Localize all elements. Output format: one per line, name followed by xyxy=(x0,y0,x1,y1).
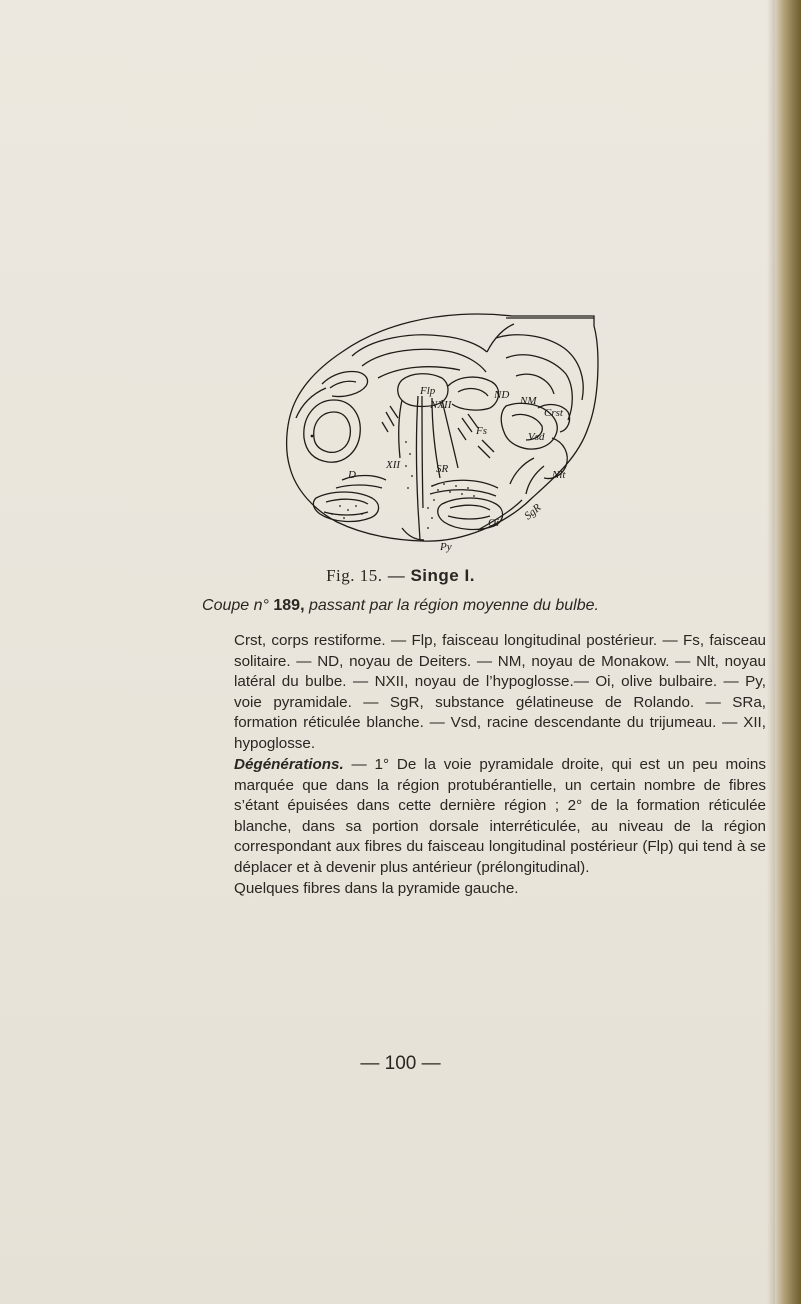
book-edge xyxy=(775,0,801,1304)
label-xii: XII xyxy=(386,459,401,471)
label-vsd: Vsd xyxy=(528,431,545,443)
section-title-suffix: passant par la région moyenne du bulbe. xyxy=(308,597,599,614)
label-oi: Oi xyxy=(488,517,499,529)
degenerations-text: — 1° De la voie pyramidale droite, qui est un peu moins marquée que dans la région protubérantielle, un certain nombre de fibres s’étant épuisées dans cette dernière région ; 2° de la formation réticulée blanche, dans sa portion dorsale interréticulée, au niveau de la région correspondant aux fibres du faisceau longitudinal postérieur (Flp) qui tend à se déplacer et à devenir plus antérieur (prélongitudinal). xyxy=(234,756,766,876)
section-title-prefix: Coupe n° xyxy=(202,597,269,614)
page-edge-shadow xyxy=(767,0,775,1304)
label-nm: NM xyxy=(520,395,537,407)
section-title xyxy=(0,597,801,615)
label-crst: Crst xyxy=(544,407,563,419)
page-number: — 100 — xyxy=(360,1053,441,1074)
degenerations-heading: Dégénérations. xyxy=(234,756,344,773)
legend-paragraph: Crst, corps restiforme. — Flp, faisceau longitudinal postérieur. — Fs, faisceau solitaire. — ND, noyau de Deiters. — NM, noyau de Monakow. — Nlt, noyau latéral du bulbe. — NXII, noyau de l’hypoglosse.— Oi, olive bulbaire. — Py, voie pyramidale. — SgR, substance gélatineuse de Rolando. — SRa, formation réticulée blanche. — Vsd, racine descendante du trijumeau. — XII, hypoglosse. xyxy=(234,632,766,752)
label-nlt: Nlt xyxy=(552,469,566,481)
brainstem-section-figure xyxy=(282,308,602,563)
closing-paragraph: Quelques fibres dans la pyramide gauche. xyxy=(234,880,519,897)
label-nxii: NXII xyxy=(430,399,452,411)
label-d: D xyxy=(348,469,356,481)
label-sr: SR xyxy=(436,463,449,475)
section-number: 189, xyxy=(273,597,305,614)
outer-contour xyxy=(287,314,598,541)
degenerations-paragraph xyxy=(234,755,766,879)
label-sgr: SgR xyxy=(522,501,544,523)
label-fs: Fs xyxy=(476,425,487,437)
caption-dash: — xyxy=(387,566,411,585)
label-flp: Flp xyxy=(420,385,436,397)
figure-subject: Singe I. xyxy=(410,566,475,585)
label-py: Py xyxy=(440,541,452,553)
label-nd: ND xyxy=(494,389,510,401)
figure-number: Fig. 15. xyxy=(326,566,383,585)
brainstem-drawing xyxy=(282,308,602,563)
figure-caption xyxy=(0,566,801,586)
